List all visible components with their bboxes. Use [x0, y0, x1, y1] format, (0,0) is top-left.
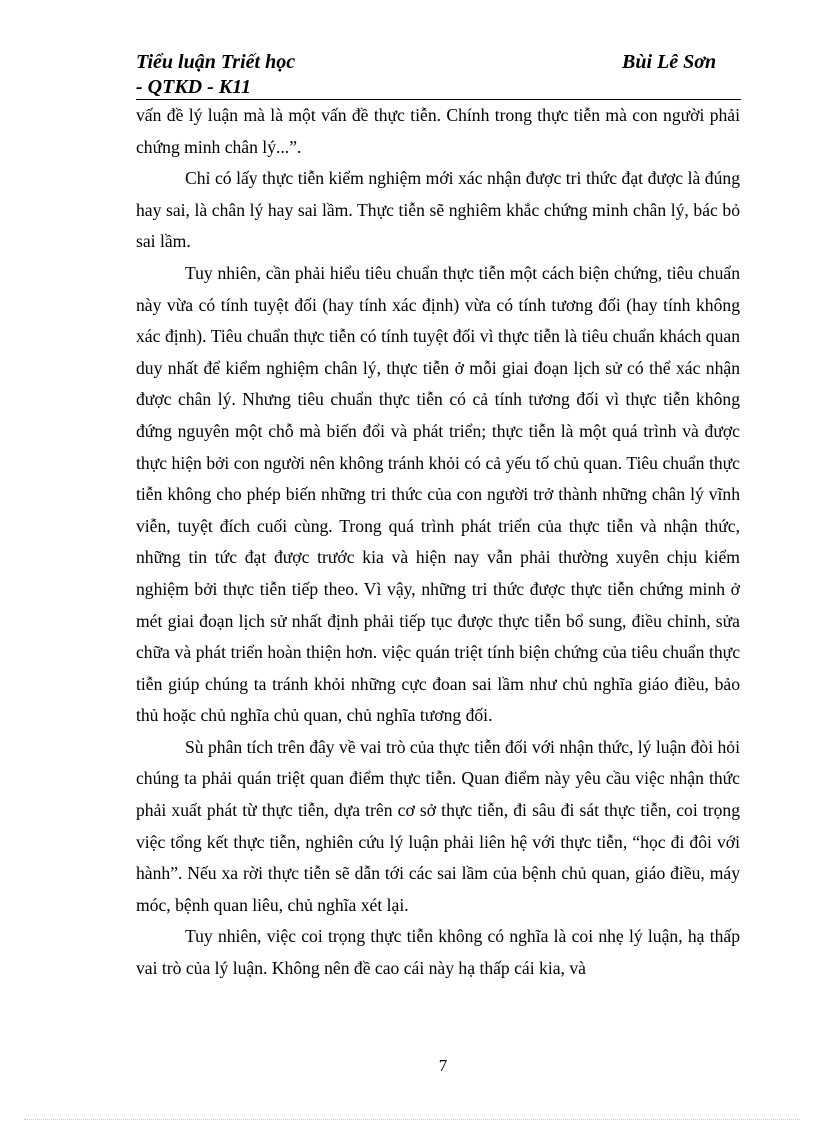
paragraph: Sù phân tích trên đây về vai trò của thực tiễn đối với nhận thức, lý luận đòi hỏi chúng ta phải quán triệt quan điểm thực tiễn. Quan điểm này yêu cầu việc nhận thức phải xuất phát từ thực tiễn, dựa trên cơ sở thực tiễn, đi sâu đi sát thực tiễn, coi trọng việc tổng kết thực tiễn, nghiên cứu lý luận phải liên hệ với thực tiễn, “học đi đôi với hành”. Nếu xa rời thực tiễn sẽ dẫn tới các sai lầm của bệnh chủ quan, giáo điều, máy móc, bệnh quan liêu, chủ nghĩa xét lại. — [136, 736, 740, 915]
paragraph: Tuy nhiên, cần phải hiểu tiêu chuẩn thực tiễn một cách biện chứng, tiêu chuẩn này vừa có tính tuyệt đối (hay tính xác định) vừa có tính tương đối (hay tính không xác định). Tiêu chuẩn thực tiễn có tính tuyệt đối vì thực tiễn là tiêu chuẩn khách quan duy nhất để kiểm nghiệm chân lý, thực tiễn ở mỗi giai đoạn lịch sử có thể xác nhận được chân lý. Nhưng tiêu chuẩn thực tiễn có cả tính tương đối vì thực tiễn không đứng nguyên một chỗ mà biến đổi và phát triển; thực tiễn là một quá trình và được thực hiện bởi con người nên không tránh khỏi có cả yếu tố chủ quan. Tiêu chuẩn thực tiễn không cho phép biến những tri thức của con người trở thành những chân lý vĩnh viễn, tuyệt đích cuối cùng. Trong quá trình phát triển của thực tiễn và nhận thức, những tin tức đạt được trước kia và hiện nay vẫn phải thường xuyên chịu kiểm nghiệm bởi thực tiễn tiếp theo. Vì vậy, những tri thức được thực tiễn chứng minh ở mét giai đoạn lịch sử nhất định phải tiếp tục được thực tiễn bổ sung, điều chỉnh, sửa chữa và phát triển hoàn thiện hơn. việc quán triệt tính biện chứng của tiêu chuẩn thực tiễn giúp chúng ta tránh khỏi những cực đoan sai lầm như chủ nghĩa giáo điều, bảo thủ hoặc chủ nghĩa chủ quan, chủ nghĩa tương đối. — [136, 262, 740, 726]
document-body — [136, 100, 740, 985]
header-title-line2: - QTKD - K11 — [136, 76, 251, 98]
page-bottom-divider — [24, 1119, 800, 1120]
header-title-line1: Tiểu luận Triết học — [136, 51, 296, 73]
page-number: 7 — [438, 1056, 448, 1075]
paragraph: Tuy nhiên, việc coi trọng thực tiễn không có nghĩa là coi nhẹ lý luận, hạ thấp vai trò của lý luận. Không nên đề cao cái này hạ thấp cái kia, và — [136, 926, 740, 979]
page-header — [136, 50, 741, 100]
paragraph-continuation: vấn đề lý luận mà là một vấn đề thực tiễn. Chính trong thực tiễn mà con người phải chứng minh chân lý...”. — [136, 105, 740, 157]
header-author: Bùi Lê Sơn — [622, 51, 717, 73]
paragraph: Chỉ có lấy thực tiễn kiểm nghiệm mới xác nhận được tri thức đạt được là đúng hay sai, là chân lý hay sai lầm. Thực tiễn sẽ nghiêm khắc chứng minh chân lý, bác bỏ sai lầm. — [136, 168, 740, 252]
